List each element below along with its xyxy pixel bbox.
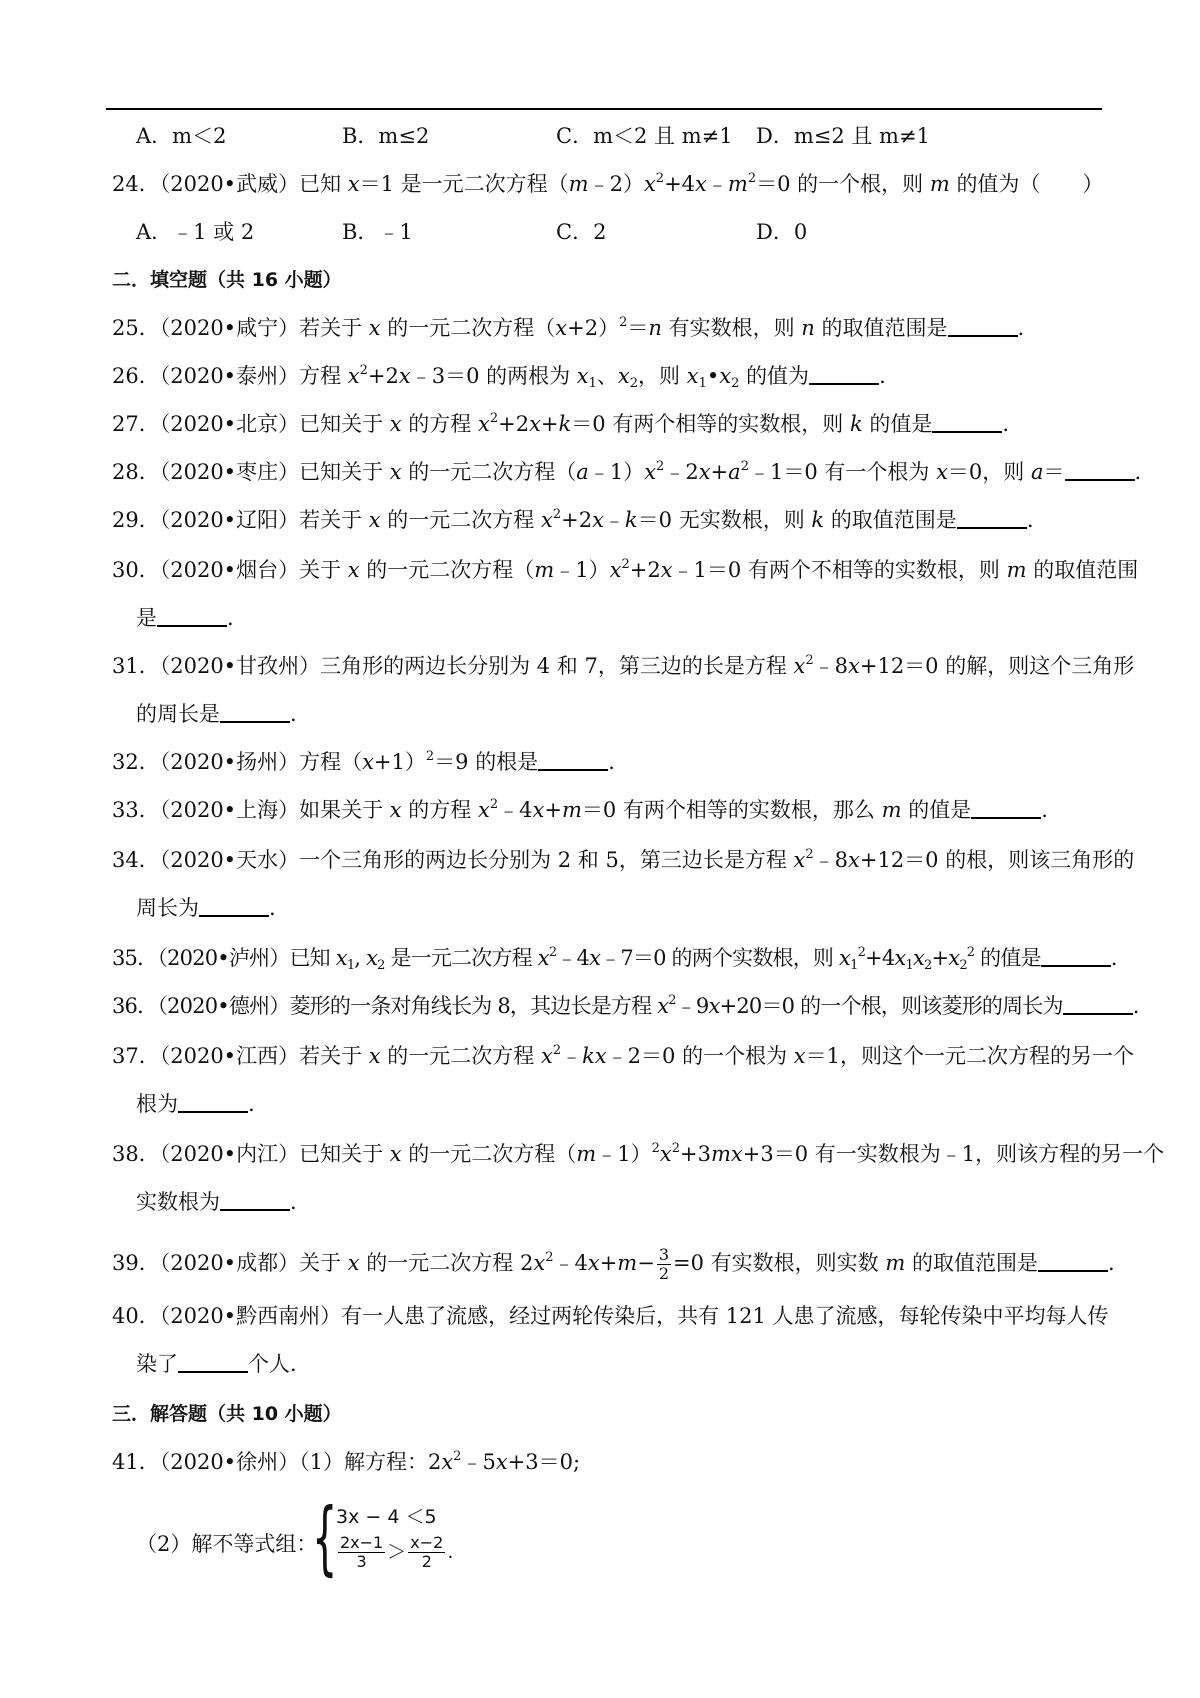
answer-blank[interactable] [220, 1191, 290, 1211]
question-39: 39．（2020•成都）关于 x 的一元二次方程 $2x^2﹣4x+m-$ $\frac{3}{2}$ =0 有实数根，则实数 m 的取值范围是 . [112, 1245, 1115, 1283]
question-38-cont: 实数根为 . [136, 1190, 297, 1214]
question-36: 36．（2020•德州）菱形的一条对角线长为 8，其边长是方程 $x^2﹣9x+20=0$ 的一个根，则该菱形的周长为 . [112, 993, 1139, 1018]
header-rule [106, 108, 1102, 110]
answer-blank[interactable] [199, 897, 269, 917]
question-40: 40．（2020•黔西南州）有一人患了流感，经过两轮传染后，共有 121 人患了流感，每轮传染中平均每人传 [112, 1304, 1109, 1328]
question-35: 35．（2020•泸州）已知 $x_1$, $x_2$ 是一元二次方程 $x^2﹣4x﹣7=0$ 的两个实数根，则 $x_1^2+4x_1x_2+x_2^2$ 的值是 . [112, 945, 1117, 973]
question-38: 38．（2020•内江）已知关于 x 的一元二次方程$(m﹣1)^2x^2+3mx+3=0$ 有一实数根为﹣1，则该方程的另一个 [112, 1141, 1165, 1166]
answer-blank[interactable] [157, 607, 227, 627]
question-37-cont: 根为 . [136, 1092, 255, 1116]
question-34: 34．（2020•天水）一个三角形的两边长分别为 2 和 5，第三边长是方程 $x^2﹣8x+12=0$ 的根，则该三角形的 [112, 847, 1135, 872]
answer-blank[interactable] [1041, 947, 1111, 967]
question-30-cont: 是 . [136, 606, 234, 630]
option-b: B．m≤2 [342, 124, 430, 148]
answer-blank[interactable] [809, 365, 879, 385]
option-b: B．﹣1 [342, 220, 413, 244]
question-31-cont: 的周长是 . [136, 702, 297, 726]
question-31: 31．（2020•甘孜州）三角形的两边长分别为 4 和 7，第三边的长是方程 $x^2﹣8x+12=0$ 的解，则这个三角形 [112, 653, 1135, 678]
section-heading-fill-in: 二．填空题（共 16 小题） [112, 269, 342, 291]
section-heading-answer: 三．解答题（共 10 小题） [112, 1403, 342, 1425]
option-d: D．m≤2 且 m≠1 [756, 124, 930, 148]
question-41: 41．（2020•徐州）（1）解方程：$2x^2﹣5x+3=0$; [112, 1449, 581, 1474]
question-28: 28．（2020•枣庄）已知关于 x 的一元二次方程$(a﹣1)x^2﹣2x+a^2﹣1=0$ 有一个根为 x＝0，则 a＝ . [112, 459, 1142, 484]
inequality-1: 3x − 4 ＜5 [336, 1506, 437, 1528]
answer-blank[interactable] [948, 317, 1018, 337]
inequality-2: $\frac{2x-1}{3}$ ＞ $\frac{x-2}{2}$ . [340, 1533, 454, 1571]
answer-blank[interactable] [178, 1353, 248, 1373]
answer-blank[interactable] [1063, 995, 1133, 1015]
answer-blank[interactable] [971, 799, 1041, 819]
question-32: 32．（2020•扬州）方程$(x+1)^2=9$ 的根是 . [112, 749, 615, 774]
fraction-3-over-2: $\frac{3}{2}$ [658, 1245, 670, 1283]
question-34-cont: 周长为 . [136, 896, 276, 920]
question-37: 37．（2020•江西）若关于 x 的一元二次方程 $x^2﹣kx﹣2=0$ 的一个根为 x＝1，则这个一元二次方程的另一个 [112, 1043, 1134, 1068]
option-c: C．m＜2 且 m≠1 [556, 124, 733, 148]
option-a: A．m＜2 [136, 124, 227, 148]
question-29: 29．（2020•辽阳）若关于 x 的一元二次方程 $x^2+2x﹣k=0$ 无实数根，则 k 的取值范围是 . [112, 507, 1034, 532]
question-25: 25．（2020•咸宁）若关于 x 的一元二次方程$(x+2)^2=n$ 有实数根，则 n 的取值范围是 . [112, 315, 1025, 340]
question-26: 26．（2020•泰州）方程 $x^2+2x﹣3=0$ 的两根为 $x_1$、$x_2$，则 $x_1•x_2$ 的值为 . [112, 363, 886, 391]
option-a: A．﹣1 或 2 [136, 220, 255, 244]
answer-blank[interactable] [957, 509, 1027, 529]
brace-icon: { [312, 1491, 338, 1584]
question-30: 30．（2020•烟台）关于 x 的一元二次方程$(m﹣1)x^2+2x﹣1=0$ 有两个不相等的实数根，则 m 的取值范围 [112, 557, 1139, 582]
option-c: C．2 [556, 220, 607, 244]
question-40-cont: 染了 个人. [136, 1352, 297, 1376]
answer-blank[interactable] [932, 413, 1002, 433]
answer-blank[interactable] [1065, 461, 1135, 481]
option-d: D．0 [756, 220, 808, 244]
answer-blank[interactable] [220, 703, 290, 723]
answer-blank[interactable] [538, 751, 608, 771]
answer-blank[interactable] [178, 1093, 248, 1113]
answer-blank[interactable] [1038, 1252, 1108, 1272]
question-33: 33．（2020•上海）如果关于 x 的方程 $x^2﹣4x+m=0$ 有两个相等的实数根，那么 m 的值是 . [112, 797, 1048, 822]
question-27: 27．（2020•北京）已知关于 x 的方程 $x^2+2x+k=0$ 有两个相等的实数根，则 k 的值是 . [112, 411, 1010, 436]
part-2-label: （2）解不等式组： [136, 1532, 318, 1556]
question-24: 24．（2020•武威）已知 x＝1 是一元二次方程$(m﹣2)x^2+4x﹣m^2=0$ 的一个根，则 m 的值为（ ） [112, 171, 1104, 196]
